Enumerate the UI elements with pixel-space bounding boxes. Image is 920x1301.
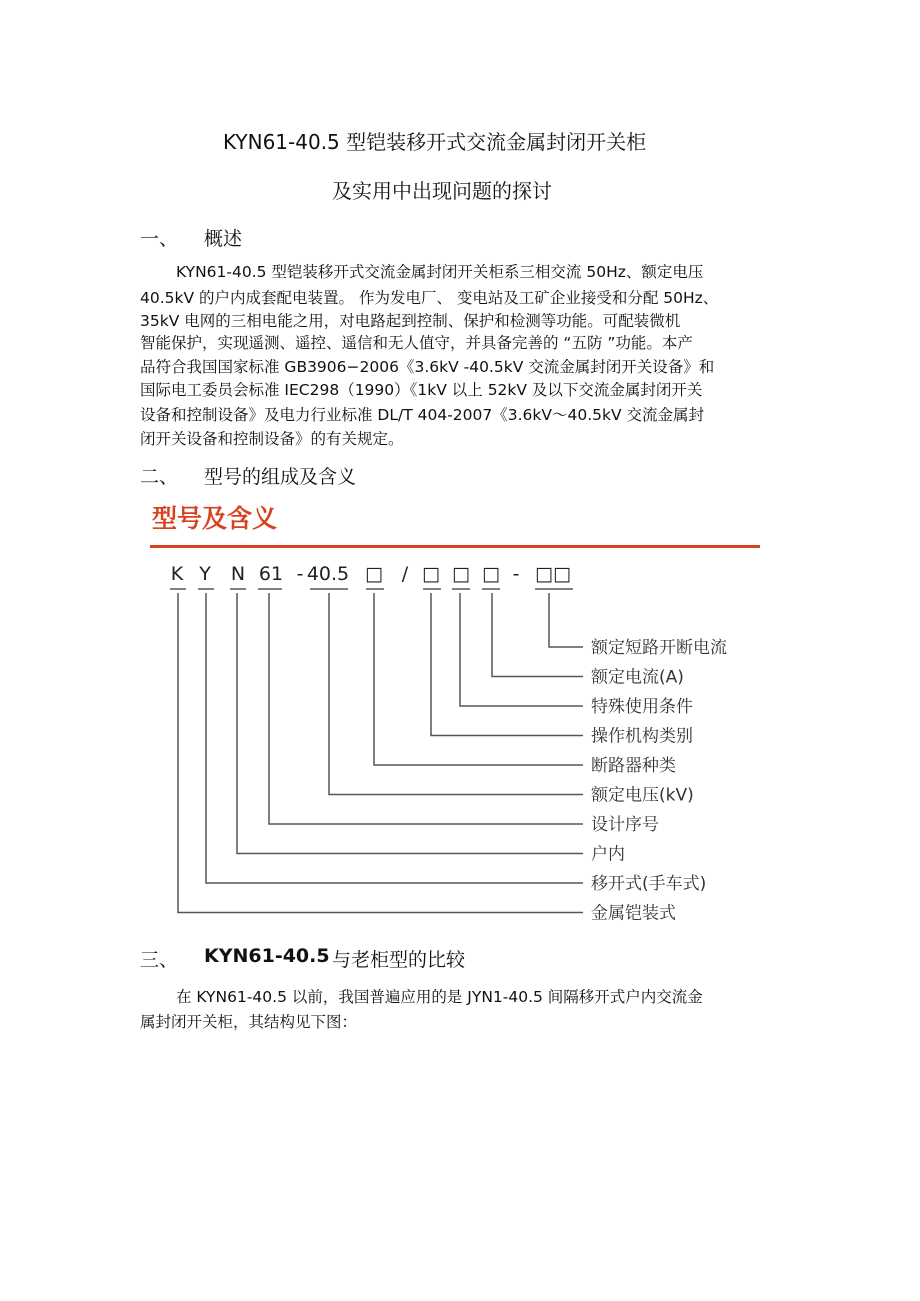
- model-code-token: /: [401, 563, 409, 585]
- section1-heading: 概述: [204, 228, 243, 250]
- section1-line-4: 智能保护，实现遥测、遥控、遥信和无人值守，并具备完善的 “五防 ”功能。本产: [140, 334, 693, 352]
- connector-line: [549, 593, 583, 647]
- model-code-token: □□: [535, 563, 571, 585]
- model-code-token: 61: [258, 563, 284, 585]
- section1-line-1: KYN61-40.5 型铠装移开式交流金属封闭开关柜系三相交流 50Hz、额定电压: [176, 263, 704, 281]
- section2-number: 二、: [140, 466, 179, 488]
- model-code-token: K: [170, 563, 184, 585]
- model-code-token: □: [452, 563, 470, 585]
- diagram-connector-lines: [170, 589, 583, 913]
- diagram-label: 额定电压(kV): [591, 785, 694, 806]
- diagram-label: 额定短路开断电流: [591, 638, 727, 658]
- connector-line: [178, 593, 583, 913]
- section1-number: 一、: [140, 228, 179, 250]
- section3-heading-model: KYN61-40.5: [204, 945, 330, 967]
- connector-line: [374, 593, 583, 765]
- diagram-labels: [591, 638, 727, 924]
- model-code-token: Y: [199, 563, 211, 585]
- model-code-token: □: [365, 563, 383, 585]
- connector-line: [206, 593, 583, 883]
- connector-line: [431, 593, 583, 736]
- model-code-diagram: [150, 497, 790, 927]
- model-code-token: □: [482, 563, 500, 585]
- diagram-label: 移开式(手车式): [591, 874, 707, 894]
- diagram-title: 型号及含义: [152, 504, 278, 533]
- connector-line: [492, 593, 583, 677]
- section3-number: 三、: [140, 949, 179, 971]
- diagram-label: 特殊使用条件: [591, 697, 693, 717]
- diagram-label: 额定电流(A): [591, 667, 684, 688]
- diagram-label: 操作机构类别: [591, 726, 693, 747]
- model-code-token: 40.5: [306, 563, 350, 585]
- section1-line-5: 品符合我国国家标准 GB3906−2006《3.6kV -40.5kV 交流金属封闭开关设备》和: [140, 358, 715, 376]
- section1-line-2: 40.5kV 的户内成套配电装置。 作为发电厂、 变电站及工矿企业接受和分配 50Hz、: [140, 289, 719, 307]
- connector-line: [460, 593, 583, 706]
- diagram-label: 断路器种类: [591, 756, 676, 776]
- connector-line: [237, 593, 583, 854]
- doc-title-line1: KYN61-40.5 型铠装移开式交流金属封闭开关柜: [223, 130, 647, 154]
- model-code-token: -: [512, 563, 520, 585]
- section1-line-3: 35kV 电网的三相电能之用，对电路起到控制、保护和检测等功能。可配装微机: [140, 312, 681, 330]
- model-code-row: [171, 563, 571, 585]
- section3-line-2: 属封闭开关柜，其结构见下图：: [140, 1013, 358, 1031]
- section1-line-6: 国际电工委员会标准 IEC298（1990）《1kV 以上 52kV 及以下交流金属封闭开关: [140, 381, 703, 399]
- model-code-token: -: [296, 563, 304, 585]
- model-code-token: N: [230, 563, 246, 585]
- diagram-label: 设计序号: [591, 815, 659, 835]
- section3-heading-text: 与老柜型的比较: [332, 949, 466, 971]
- section3-line-1: 在 KYN61-40.5 以前，我国普遍应用的是 JYN1-40.5 间隔移开式户内交流金: [176, 988, 703, 1006]
- diagram-label: 金属铠装式: [591, 903, 676, 924]
- doc-title-line2: 及实用中出现问题的探讨: [332, 179, 552, 203]
- connector-line: [269, 593, 583, 824]
- diagram-title-rule: [150, 545, 760, 548]
- model-code-token: □: [422, 563, 440, 585]
- section1-line-7: 设备和控制设备》及电力行业标准 DL/T 404-2007《3.6kV～40.5kV 交流金属封: [140, 406, 704, 424]
- section1-line-8: 闭开关设备和控制设备》的有关规定。: [140, 430, 404, 448]
- diagram-label: 户内: [591, 844, 625, 865]
- section2-heading: 型号的组成及含义: [204, 466, 357, 488]
